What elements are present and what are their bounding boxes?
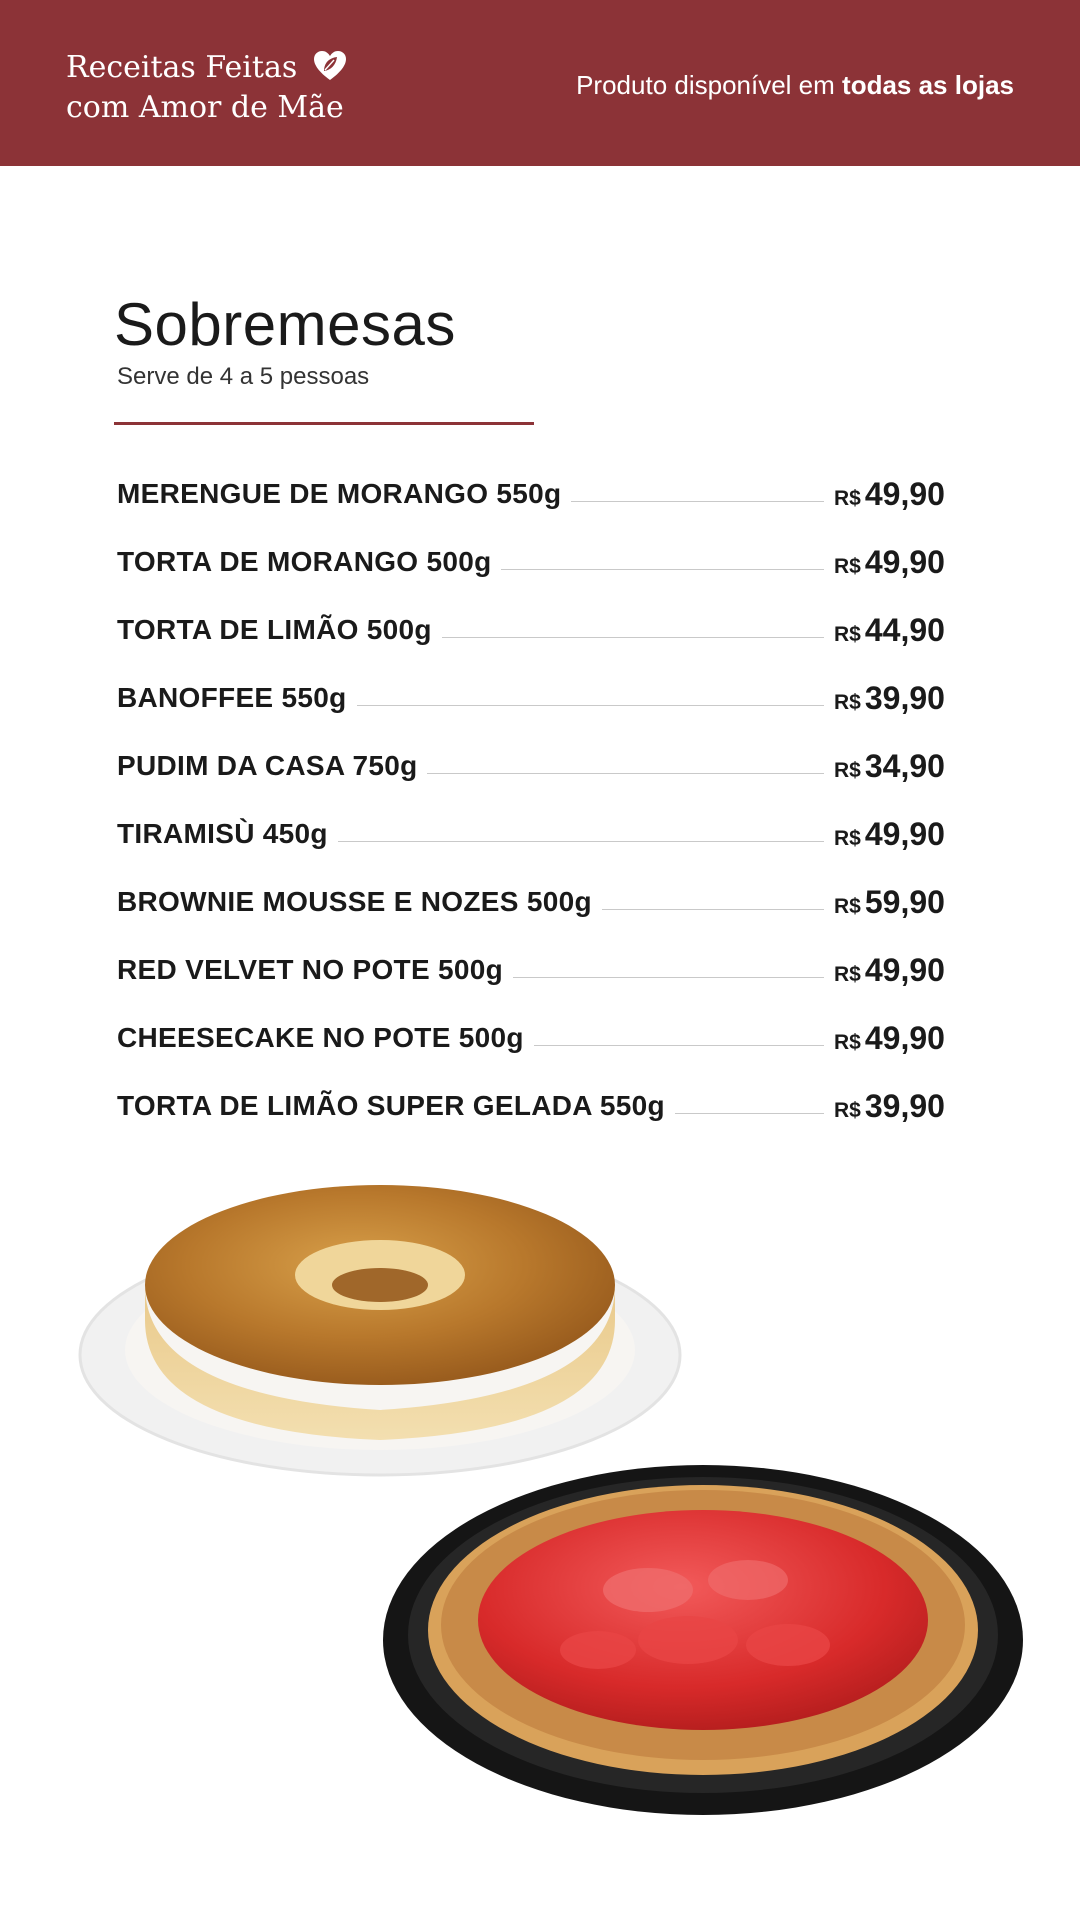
currency-symbol: R$ <box>834 690 861 714</box>
menu-item-price <box>834 1088 969 1125</box>
heart-leaf-icon <box>313 50 347 82</box>
menu-item-price <box>834 612 969 649</box>
price-amount: 39,90 <box>864 679 945 716</box>
dotted-leader <box>427 773 824 774</box>
menu-item-name: TORTA DE LIMÃO 500g <box>117 614 432 645</box>
currency-symbol: R$ <box>834 894 861 918</box>
menu-item <box>117 868 969 936</box>
header-bar <box>0 0 1080 166</box>
currency-symbol: R$ <box>834 962 861 986</box>
price-amount: 59,90 <box>864 883 945 920</box>
menu-item <box>117 596 969 664</box>
brand-logo <box>66 48 347 128</box>
dotted-leader <box>501 569 824 570</box>
price-amount: 44,90 <box>864 611 945 648</box>
menu-item-name: PUDIM DA CASA 750g <box>117 750 418 781</box>
dotted-leader <box>571 501 824 502</box>
dotted-leader <box>675 1113 824 1114</box>
menu-item-name: TIRAMISÙ 450g <box>117 818 328 849</box>
title-underline <box>114 422 534 425</box>
menu-item-price <box>834 816 969 853</box>
currency-symbol: R$ <box>834 758 861 782</box>
currency-symbol: R$ <box>834 622 861 646</box>
section-title: Sobremesas <box>114 291 456 358</box>
menu-item-name: CHEESECAKE NO POTE 500g <box>117 1022 524 1053</box>
dotted-leader <box>338 841 824 842</box>
menu-item-name: TORTA DE LIMÃO SUPER GELADA 550g <box>117 1090 665 1121</box>
menu-item-price <box>834 544 969 581</box>
price-amount: 34,90 <box>864 747 945 784</box>
availability-prefix: Produto disponível em <box>576 70 843 100</box>
menu-item-price <box>834 680 969 717</box>
menu-item-price <box>834 748 969 785</box>
menu-list <box>117 460 969 1140</box>
menu-item <box>117 936 969 1004</box>
price-amount: 49,90 <box>864 543 945 580</box>
menu-item-price <box>834 476 969 513</box>
menu-item-price <box>834 884 969 921</box>
menu-item <box>117 1072 969 1140</box>
price-amount: 49,90 <box>864 815 945 852</box>
dotted-leader <box>357 705 825 706</box>
menu-item <box>117 664 969 732</box>
brand-line-2: com Amor de Mãe <box>66 90 344 125</box>
menu-item <box>117 732 969 800</box>
menu-item <box>117 1004 969 1072</box>
price-amount: 49,90 <box>864 951 945 988</box>
menu-item <box>117 460 969 528</box>
menu-item-name: BROWNIE MOUSSE E NOZES 500g <box>117 886 592 917</box>
availability-strong: todas as lojas <box>842 70 1014 100</box>
dotted-leader <box>513 977 824 978</box>
menu-item-name: RED VELVET NO POTE 500g <box>117 954 504 985</box>
currency-symbol: R$ <box>834 554 861 578</box>
dotted-leader <box>602 909 824 910</box>
price-amount: 39,90 <box>864 1087 945 1124</box>
menu-item-name: BANOFFEE 550g <box>117 682 347 713</box>
currency-symbol: R$ <box>834 826 861 850</box>
menu-item-price <box>834 1020 969 1057</box>
price-amount: 49,90 <box>864 1019 945 1056</box>
menu-item-name: MERENGUE DE MORANGO 550g <box>117 478 562 509</box>
brand-line-1: Receitas Feitas <box>66 50 298 85</box>
menu-item-price <box>834 952 969 989</box>
strawberry-tart-photo <box>378 1440 1028 1830</box>
menu-item <box>117 528 969 596</box>
availability-text <box>576 70 1014 101</box>
dotted-leader <box>534 1045 824 1046</box>
currency-symbol: R$ <box>834 1098 861 1122</box>
currency-symbol: R$ <box>834 1030 861 1054</box>
menu-item <box>117 800 969 868</box>
section-subtitle: Serve de 4 a 5 pessoas <box>117 363 370 390</box>
price-amount: 49,90 <box>864 475 945 512</box>
dotted-leader <box>442 637 824 638</box>
currency-symbol: R$ <box>834 486 861 510</box>
menu-item-name: TORTA DE MORANGO 500g <box>117 546 492 577</box>
